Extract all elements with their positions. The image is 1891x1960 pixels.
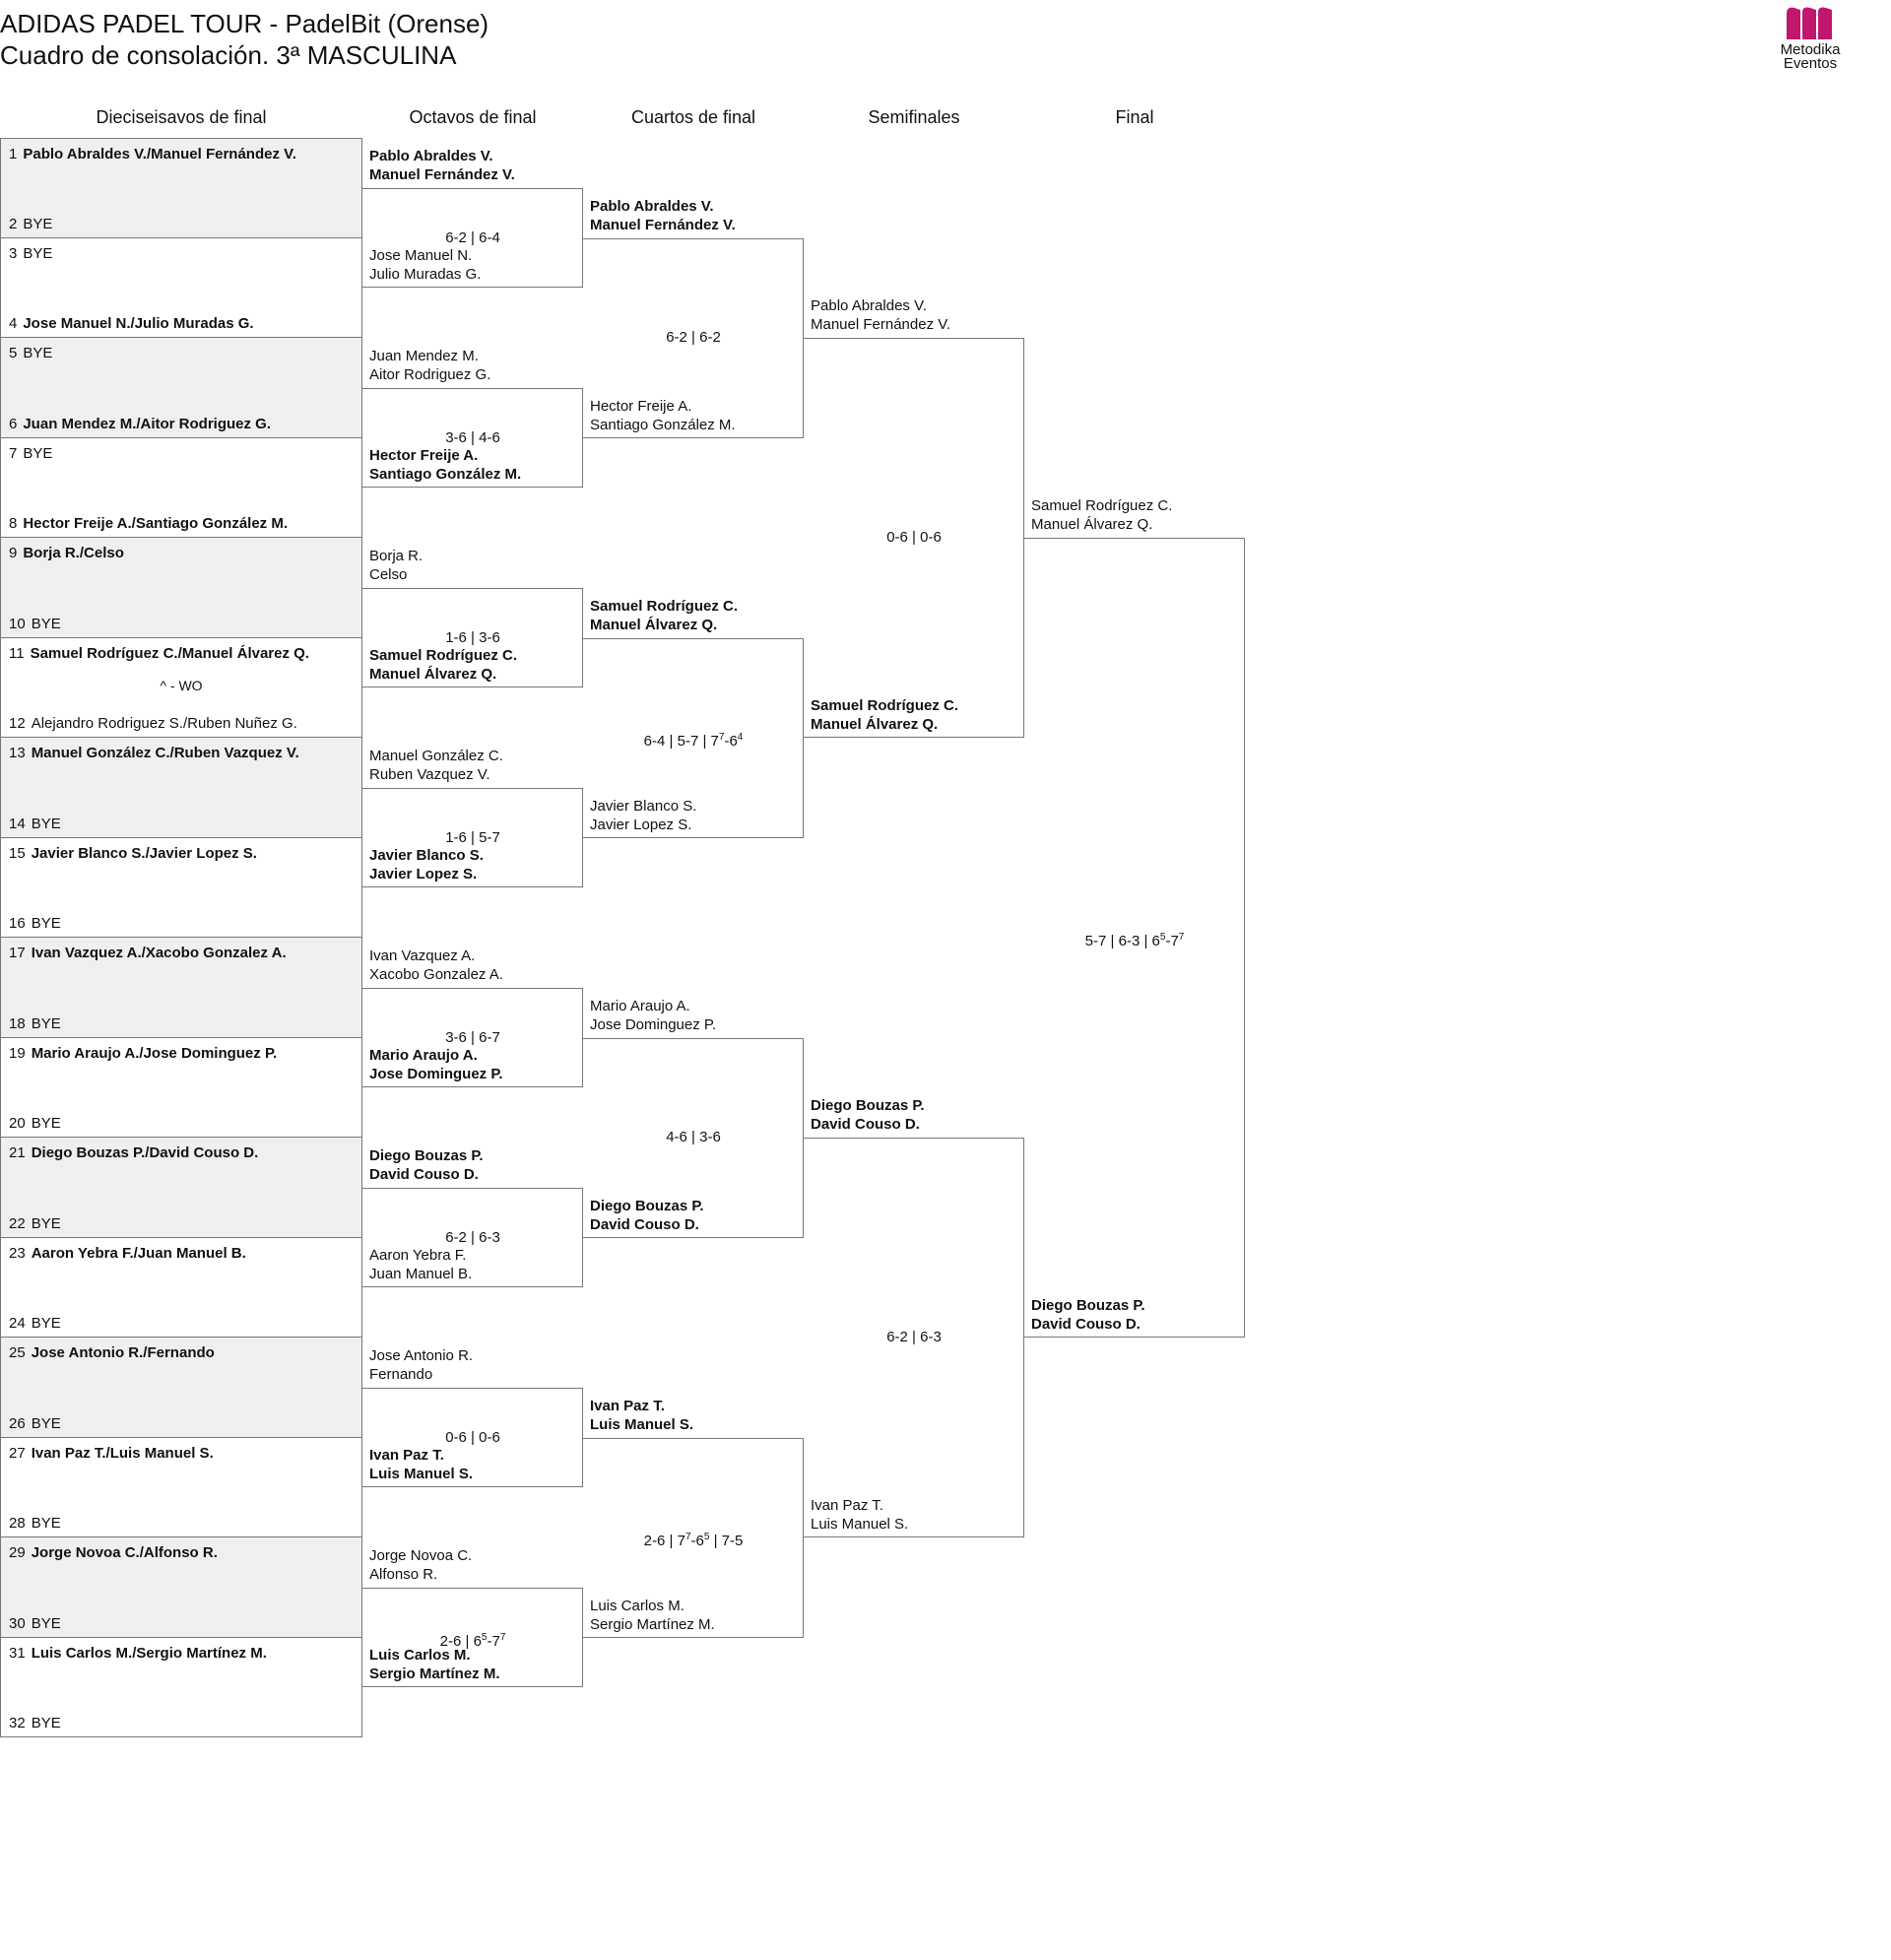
entry-top — [9, 445, 52, 463]
first-round-slot — [0, 1138, 362, 1238]
entry-top — [9, 1445, 214, 1463]
seed-number: 21 — [9, 1144, 26, 1161]
octavos-top-pair — [369, 347, 490, 384]
entry-top — [9, 745, 299, 762]
logo-text-line1: Metodika — [1780, 41, 1841, 58]
seed-number: 32 — [9, 1715, 26, 1731]
seed-number: 15 — [9, 844, 26, 862]
octavos-score: 6-2 | 6-4 — [445, 229, 500, 246]
player-name: Diego Bouzas P. — [811, 1097, 925, 1114]
first-round-slot — [0, 1438, 362, 1538]
semis-bottom-pair — [811, 1496, 908, 1534]
team-name: Ivan Vazquez A./Xacobo Gonzalez A. — [31, 945, 287, 961]
team-name: BYE — [23, 345, 53, 361]
team-name: BYE — [31, 915, 61, 932]
entry-top — [9, 845, 257, 863]
player-name: Aaron Yebra F. — [369, 1247, 467, 1265]
cuartos-score: 4-6 | 3-6 — [666, 1129, 721, 1145]
final-bottom-pair — [1031, 1296, 1145, 1334]
seed-number: 26 — [9, 1414, 26, 1432]
first-round-slot — [0, 1038, 362, 1139]
entry-top — [9, 1245, 246, 1263]
entry-bot — [9, 1315, 61, 1333]
metodika-logo — [1763, 4, 1858, 77]
player-name: Santiago González M. — [590, 416, 736, 433]
metodika-logo-icon — [1783, 4, 1838, 43]
player-name: Javier Blanco S. — [590, 797, 697, 815]
team-name: BYE — [31, 1715, 61, 1731]
player-name: Ivan Paz T. — [369, 1447, 444, 1465]
player-name: Diego Bouzas P. — [369, 1146, 484, 1164]
entry-bot — [9, 1115, 61, 1133]
player-name: Sergio Martínez M. — [590, 1615, 715, 1633]
team-name: Hector Freije A./Santiago González M. — [23, 515, 289, 532]
logo-text-line2: Eventos — [1783, 55, 1838, 72]
team-name: BYE — [31, 1614, 61, 1632]
walkover-note: ^ - WO — [160, 677, 203, 693]
seed-number: 11 — [9, 644, 25, 662]
round-header-2: Octavos de final — [409, 107, 537, 127]
player-name: David Couso D. — [590, 1215, 699, 1233]
seed-number: 7 — [9, 444, 18, 462]
page-subtitle: Cuadro de consolación. 3ª MASCULINA — [0, 40, 457, 70]
seed-number: 12 — [9, 715, 26, 732]
team-name: Diego Bouzas P./David Couso D. — [31, 1144, 259, 1161]
semis-bottom-pair — [811, 696, 958, 734]
octavos-bottom-pair — [369, 446, 521, 484]
round-header-1: Dieciseisavos de final — [96, 107, 267, 127]
player-name: Samuel Rodríguez C. — [369, 647, 518, 665]
player-name: Pablo Abraldes V. — [590, 197, 714, 215]
team-name: Ivan Paz T./Luis Manuel S. — [31, 1444, 214, 1462]
seed-number: 25 — [9, 1344, 26, 1361]
cuartos-top-pair — [590, 997, 716, 1034]
player-name: Mario Araujo A. — [369, 1047, 478, 1065]
player-name: Ivan Paz T. — [590, 1397, 665, 1414]
octavos-score: 0-6 | 0-6 — [445, 1428, 500, 1446]
team-name: Mario Araujo A./Jose Dominguez P. — [31, 1044, 278, 1062]
round-header-4: Semifinales — [868, 107, 960, 127]
player-name: Manuel Fernández V. — [811, 316, 951, 333]
round-header-5: Final — [1115, 107, 1154, 127]
entry-bot — [9, 715, 297, 733]
player-name: Julio Muradas G. — [369, 266, 482, 284]
octavos-top-pair — [369, 147, 515, 184]
team-name: Alejandro Rodriguez S./Ruben Nuñez G. — [31, 715, 297, 732]
player-name: Celso — [369, 565, 408, 583]
player-name: Jose Antonio R. — [369, 1346, 474, 1364]
player-name: Samuel Rodríguez C. — [811, 697, 959, 714]
player-name: Luis Manuel S. — [811, 1516, 909, 1533]
team-name: Jose Manuel N./Julio Muradas G. — [23, 315, 254, 332]
player-name: Manuel Álvarez Q. — [1031, 516, 1153, 533]
player-name: Luis Manuel S. — [369, 1466, 474, 1483]
cuartos-score: 2-6 | $7^7-6^5$ | 7-5 — [643, 1532, 744, 1549]
octavos-top-pair — [369, 747, 503, 784]
player-name: Alfonso R. — [369, 1565, 438, 1583]
player-name: Manuel Fernández V. — [590, 216, 736, 233]
player-name: Diego Bouzas P. — [1031, 1297, 1145, 1314]
player-name: Pablo Abraldes V. — [811, 297, 927, 314]
octavos-top-pair — [369, 947, 503, 984]
player-name: Jorge Novoa C. — [369, 1546, 473, 1564]
entry-bot — [9, 1615, 61, 1633]
octavos-score: 2-6 | $6^5-7^7$ — [439, 1631, 506, 1650]
team-name: BYE — [31, 1515, 61, 1532]
entry-top — [9, 1645, 267, 1663]
first-round-slot — [0, 738, 362, 838]
team-name: BYE — [31, 815, 61, 832]
player-name: Javier Blanco S. — [369, 847, 484, 865]
team-name: Jorge Novoa C./Alfonso R. — [31, 1544, 218, 1561]
cuartos-bottom-pair — [590, 797, 696, 834]
octavos-top-pair — [369, 547, 423, 584]
octavos-bottom-pair — [369, 1046, 503, 1083]
cuartos-top-pair — [590, 1397, 693, 1434]
octavos-score: 1-6 | 5-7 — [445, 828, 500, 846]
seed-number: 14 — [9, 815, 26, 832]
team-name: Manuel González C./Ruben Vazquez V. — [31, 745, 299, 761]
player-name: David Couso D. — [369, 1165, 479, 1183]
cuartos-score: 6-2 | 6-2 — [666, 329, 721, 346]
player-name: Santiago González M. — [369, 466, 522, 484]
first-round-slot — [0, 1537, 362, 1638]
team-name: BYE — [31, 1014, 61, 1032]
player-name: Manuel Fernández V. — [369, 165, 515, 183]
entry-bot — [9, 1715, 61, 1732]
first-round-slot — [0, 1238, 362, 1339]
player-name: David Couso D. — [811, 1116, 920, 1133]
first-round-slot — [0, 238, 362, 339]
entry-top — [9, 146, 296, 163]
team-name: Jose Antonio R./Fernando — [31, 1344, 215, 1361]
seed-number: 19 — [9, 1044, 26, 1062]
entry-top — [9, 1144, 258, 1162]
first-round-slot — [0, 1338, 362, 1438]
octavos-bottom-pair — [369, 1446, 473, 1483]
player-name: Juan Manuel B. — [369, 1266, 473, 1283]
seed-number: 5 — [9, 345, 18, 361]
seed-number: 4 — [9, 315, 18, 332]
entry-top — [9, 1344, 215, 1362]
seed-number: 31 — [9, 1644, 26, 1662]
octavos-score: 1-6 | 3-6 — [445, 628, 500, 646]
octavos-score: 3-6 | 6-7 — [445, 1028, 500, 1046]
cuartos-bottom-pair — [590, 1197, 704, 1234]
team-name: BYE — [23, 244, 53, 262]
first-round-slot — [0, 538, 362, 638]
entry-bot — [9, 1415, 61, 1433]
first-round-slot — [0, 438, 362, 539]
octavos-top-pair — [369, 1346, 473, 1384]
team-name: BYE — [31, 1414, 61, 1432]
octavos-top-pair — [369, 1546, 472, 1584]
entry-top — [9, 1045, 277, 1063]
entry-top — [9, 545, 124, 562]
entry-bot — [9, 1515, 61, 1533]
seed-number: 24 — [9, 1315, 26, 1332]
team-name: BYE — [31, 1214, 61, 1232]
round-header-3: Cuartos de final — [630, 107, 756, 127]
seed-number: 13 — [9, 745, 26, 761]
first-round-slot — [0, 838, 362, 939]
first-round-slot — [0, 938, 362, 1038]
team-name: BYE — [31, 1315, 61, 1332]
player-name: Aitor Rodriguez G. — [369, 365, 491, 383]
octavos-top-pair — [369, 1146, 484, 1184]
team-name: Javier Blanco S./Javier Lopez S. — [31, 844, 257, 862]
final-score: 5-7 | 6-3 | $6^5-7^7$ — [1084, 932, 1185, 949]
seed-number: 30 — [9, 1614, 26, 1632]
first-round-slot — [0, 138, 362, 238]
player-name: Samuel Rodríguez C. — [590, 597, 739, 615]
player-name: Hector Freije A. — [590, 397, 692, 415]
seed-number: 3 — [9, 244, 18, 262]
first-round-slot — [0, 1638, 362, 1738]
final-top-pair — [1031, 496, 1172, 534]
team-name: Borja R./Celso — [23, 545, 124, 561]
seed-number: 28 — [9, 1515, 26, 1532]
player-name: Borja R. — [369, 547, 424, 564]
octavos-bottom-pair — [369, 246, 481, 284]
player-name: Ivan Paz T. — [811, 1497, 883, 1514]
team-name: Juan Mendez M./Aitor Rodriguez G. — [23, 415, 272, 432]
page-title: ADIDAS PADEL TOUR - PadelBit (Orense) — [0, 9, 489, 38]
player-name: Luis Carlos M. — [590, 1597, 685, 1614]
player-name: Jose Dominguez P. — [369, 1066, 503, 1083]
entry-bot — [9, 416, 271, 433]
seed-number: 9 — [9, 545, 18, 561]
first-round-slot — [0, 338, 362, 438]
entry-bot — [9, 515, 288, 533]
entry-bot — [9, 616, 61, 633]
seed-number: 10 — [9, 615, 26, 632]
semis-top-pair — [811, 1096, 925, 1134]
player-name: Manuel Álvarez Q. — [369, 666, 497, 684]
team-name: Pablo Abraldes V./Manuel Fernández V. — [23, 146, 296, 163]
seed-number: 8 — [9, 515, 18, 532]
player-name: Manuel González C. — [369, 747, 503, 764]
player-name: Diego Bouzas P. — [590, 1197, 704, 1214]
seed-number: 22 — [9, 1214, 26, 1232]
entry-bot — [9, 1015, 61, 1033]
entry-bot — [9, 315, 254, 333]
player-name: Jose Dominguez P. — [590, 1015, 717, 1033]
player-name: Sergio Martínez M. — [369, 1666, 500, 1683]
cuartos-bottom-pair — [590, 1597, 715, 1634]
first-round-slot — [0, 638, 362, 739]
player-name: Juan Mendez M. — [369, 347, 479, 364]
entry-top — [9, 345, 52, 362]
octavos-bottom-pair — [369, 846, 484, 883]
team-name: BYE — [31, 1115, 61, 1132]
cuartos-top-pair — [590, 597, 738, 634]
octavos-score: 3-6 | 4-6 — [445, 428, 500, 446]
player-name: Xacobo Gonzalez A. — [369, 965, 503, 983]
octavos-score: 6-2 | 6-3 — [445, 1228, 500, 1246]
player-name: Pablo Abraldes V. — [369, 147, 493, 164]
octavos-bottom-pair — [369, 1246, 472, 1283]
player-name: Ivan Vazquez A. — [369, 947, 476, 964]
seed-number: 27 — [9, 1444, 26, 1462]
cuartos-bottom-pair — [590, 397, 736, 434]
player-name: Ruben Vazquez V. — [369, 765, 490, 783]
player-name: Samuel Rodríguez C. — [1031, 497, 1173, 514]
entry-bot — [9, 816, 61, 833]
entry-top — [9, 645, 309, 663]
player-name: Javier Lopez S. — [369, 866, 478, 883]
player-name: Luis Manuel S. — [590, 1415, 694, 1433]
team-name: Samuel Rodríguez C./Manuel Álvarez Q. — [30, 644, 309, 662]
seed-number: 6 — [9, 415, 18, 432]
seed-number: 20 — [9, 1115, 26, 1132]
seed-number: 18 — [9, 1014, 26, 1032]
semis-top-pair — [811, 296, 950, 334]
team-name: BYE — [31, 615, 61, 632]
cuartos-score: 6-4 | 5-7 | $7^7-6^4$ — [643, 732, 744, 750]
seed-number: 16 — [9, 915, 26, 932]
player-name: Manuel Álvarez Q. — [811, 716, 939, 733]
entry-bot — [9, 915, 61, 933]
player-name: Fernando — [369, 1365, 433, 1383]
seed-number: 2 — [9, 215, 18, 232]
seed-number: 29 — [9, 1544, 26, 1561]
semis-score: 6-2 | 6-3 — [886, 1329, 942, 1345]
entry-bot — [9, 1215, 61, 1233]
team-name: Luis Carlos M./Sergio Martínez M. — [31, 1644, 267, 1662]
player-name: Manuel Álvarez Q. — [590, 616, 718, 633]
team-name: BYE — [23, 215, 53, 232]
seed-number: 23 — [9, 1244, 26, 1262]
entry-bot — [9, 216, 52, 233]
player-name: Hector Freije A. — [369, 447, 479, 465]
team-name: BYE — [23, 444, 53, 462]
octavos-bottom-pair — [369, 1646, 500, 1683]
octavos-bottom-pair — [369, 646, 517, 684]
team-name: Aaron Yebra F./Juan Manuel B. — [31, 1244, 246, 1262]
player-name: Luis Carlos M. — [369, 1647, 471, 1665]
entry-top — [9, 945, 287, 962]
entry-top — [9, 245, 52, 263]
cuartos-top-pair — [590, 197, 736, 234]
player-name: Javier Lopez S. — [590, 816, 692, 833]
entry-top — [9, 1544, 218, 1562]
seed-number: 1 — [9, 146, 18, 163]
seed-number: 17 — [9, 945, 26, 961]
semis-score: 0-6 | 0-6 — [886, 529, 942, 546]
player-name: David Couso D. — [1031, 1316, 1141, 1333]
player-name: Jose Manuel N. — [369, 247, 473, 265]
player-name: Mario Araujo A. — [590, 997, 690, 1014]
